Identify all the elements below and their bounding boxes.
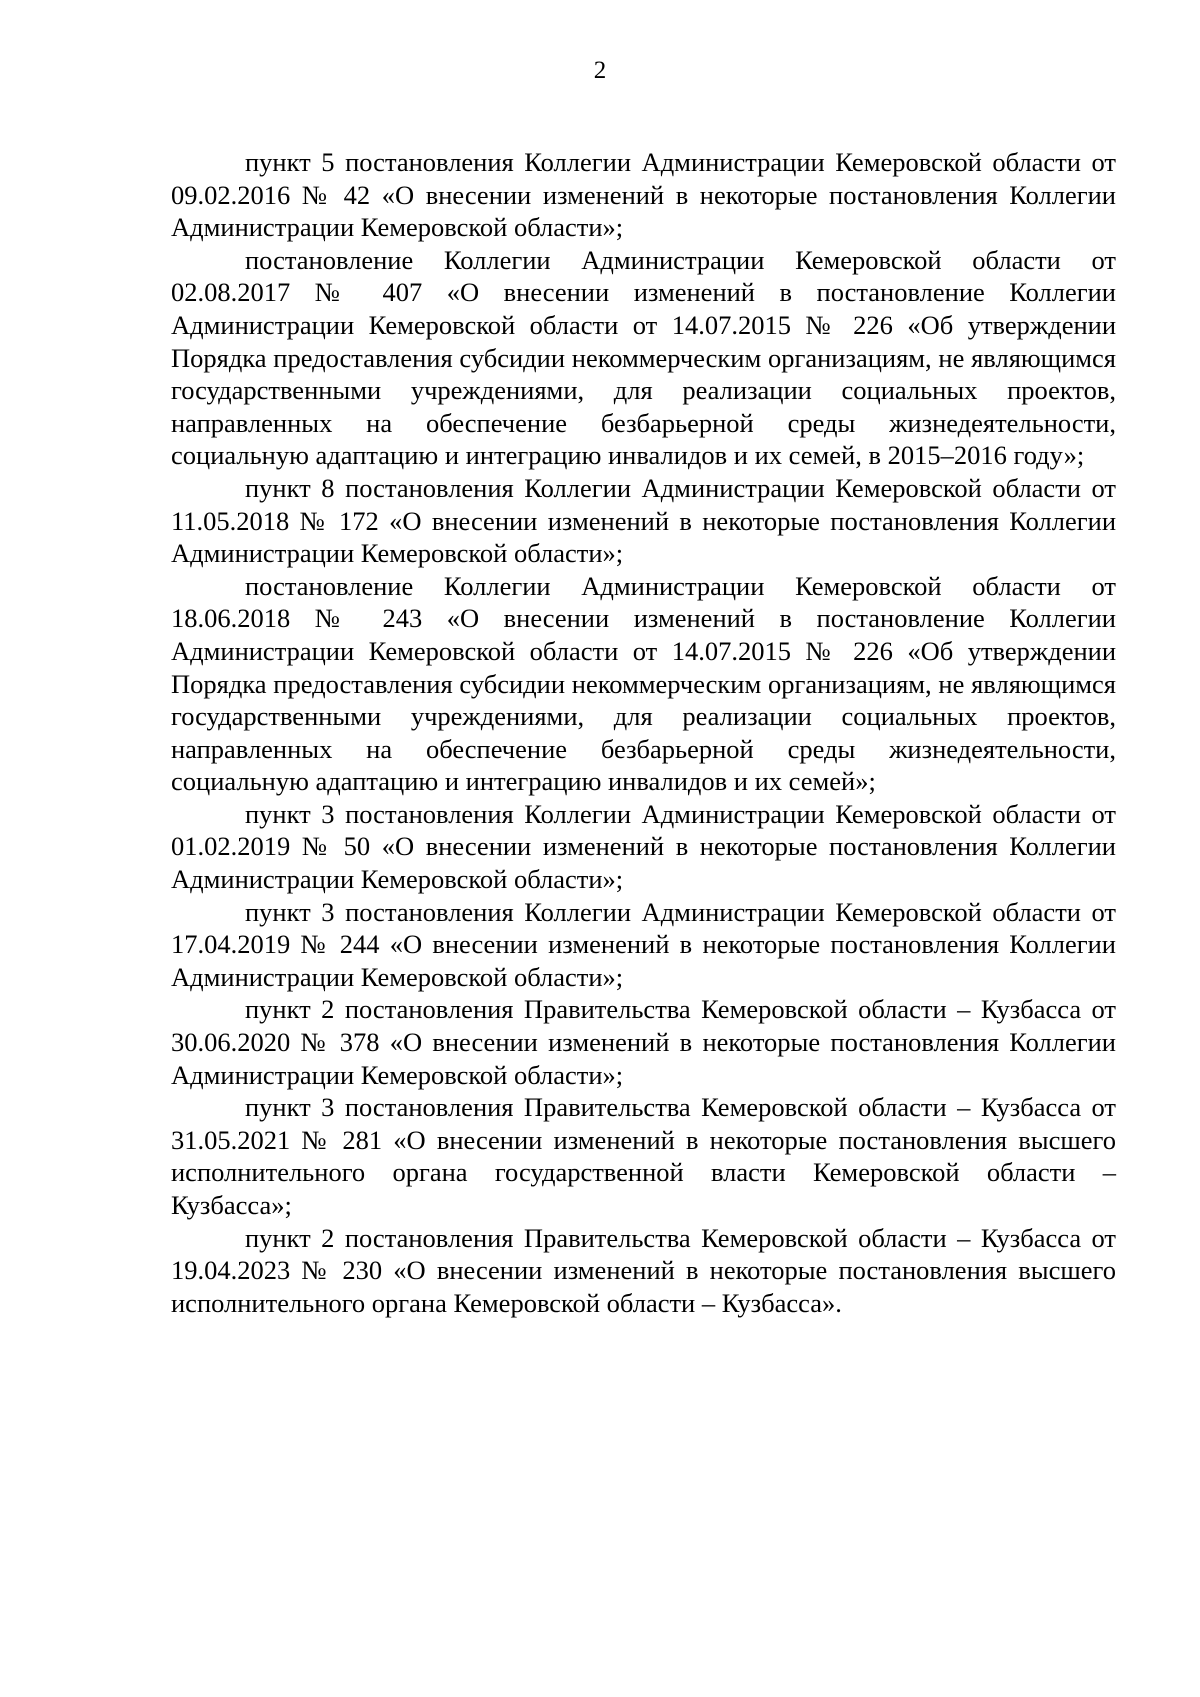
paragraph-9: пункт 2 постановления Правительства Кемеровской области – Кузбасса от 19.04.2023 № 230 «О внесении изменений в некоторые постановления высшего исполнительного органа Кемеровской области – Кузбасса». (171, 1222, 1116, 1318)
paragraph-3: пункт 8 постановления Коллегии Администрации Кемеровской области от 11.05.2018 № 172 «О внесении изменений в некоторые постановления Коллегии Администрации Кемеровской области»; (171, 472, 1116, 569)
paragraph-8: пункт 3 постановления Правительства Кемеровской области – Кузбасса от 31.05.2021 № 281 «О внесении изменений в некоторые постановления высшего исполнительного органа государственной власти Кемеровской области – Кузбасса»; (171, 1092, 1116, 1220)
paragraph-2: постановление Коллегии Администрации Кемеровской области от 02.08.2017 № 407 «О внесении изменений в постановление Коллегии Администрации Кемеровской области от 14.07.2015 № 226 «Об утверждении Порядка предоставления субсидии некоммерческим организациям, не являющимся государственными учреждениями, для реализации социальных проектов, направленных на обеспечение безбарьерной среды жизнедеятельности, социальную адаптацию и интеграцию инвалидов и их семей, в 2015–2016 году»; (171, 244, 1116, 471)
paragraph-7: пункт 2 постановления Правительства Кемеровской области – Кузбасса от 30.06.2020 № 378 «О внесении изменений в некоторые постановления Коллегии Администрации Кемеровской области»; (171, 994, 1116, 1090)
page-number: 2 (593, 57, 607, 84)
paragraph-4: постановление Коллегии Администрации Кемеровской области от 18.06.2018 № 243 «О внесении изменений в постановление Коллегии Администрации Кемеровской области от 14.07.2015 № 226 «Об утверждении Порядка предоставления субсидии некоммерческим организациям, не являющимся государственными учреждениями, для реализации социальных проектов, направленных на обеспечение безбарьерной среды жизнедеятельности, социальную адаптацию и интеграцию инвалидов и их семей»; (171, 570, 1116, 797)
paragraph-1: пункт 5 постановления Коллегии Администрации Кемеровской области от 09.02.2016 № 42 «О внесении изменений в некоторые постановления Коллегии Администрации Кемеровской области»; (171, 147, 1116, 243)
document-body (171, 146, 1116, 1319)
paragraph-6: пункт 3 постановления Коллегии Администрации Кемеровской области от 17.04.2019 № 244 «О внесении изменений в некоторые постановления Коллегии Администрации Кемеровской области»; (171, 896, 1116, 992)
paragraph-5: пункт 3 постановления Коллегии Администрации Кемеровской области от 01.02.2019 № 50 «О внесении изменений в некоторые постановления Коллегии Администрации Кемеровской области»; (171, 798, 1116, 895)
